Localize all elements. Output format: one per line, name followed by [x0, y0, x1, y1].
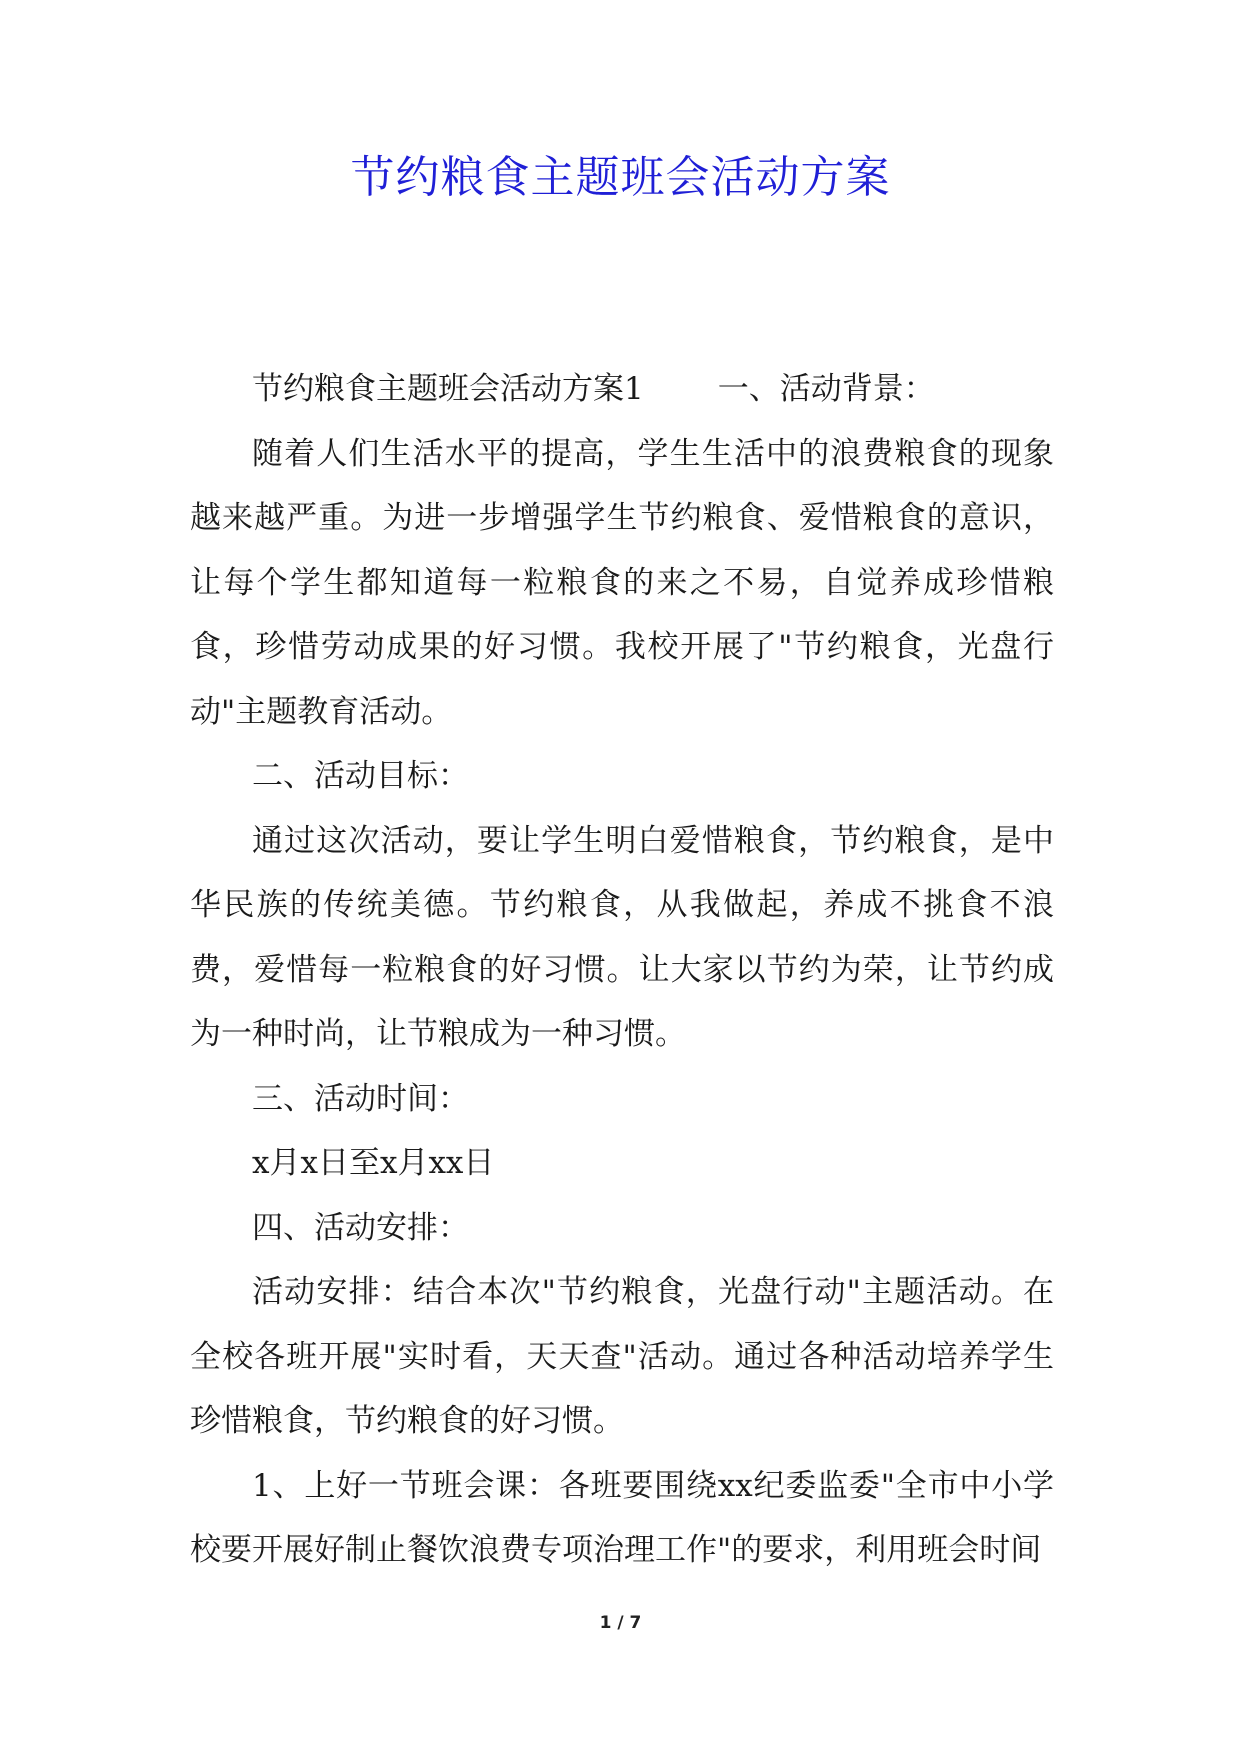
section-heading-goals: 二、活动目标：	[252, 758, 469, 794]
paragraph-first-line	[190, 357, 1054, 422]
document-body	[190, 357, 1054, 1583]
paragraph-background: 随着人们生活水平的提高，学生生活中的浪费粮食的现象越来越严重。为进一步增强学生节约粮食、爱惜粮食的意识，让每个学生都知道每一粒粮食的来之不易，自觉养成珍惜粮食，珍惜劳动成果的好习惯。我校开展了"节约粮食，光盘行动"主题教育活动。	[190, 435, 1054, 730]
paragraph-goals: 通过这次活动，要让学生明白爱惜粮食，节约粮食，是中华民族的传统美德。节约粮食，从我做起，养成不挑食不浪费，爱惜每一粒粮食的好习惯。让大家以节约为荣，让节约成为一种时尚，让节粮成为一种习惯。	[190, 822, 1054, 1052]
section-heading-background: 一、活动背景：	[717, 371, 935, 407]
section-heading-arrangement: 四、活动安排：	[252, 1209, 469, 1246]
page-number: 1 / 7	[599, 1613, 642, 1633]
paragraph-time: x月x日至x月xx日	[252, 1145, 495, 1181]
paragraph-arrangement: 活动安排：结合本次"节约粮食，光盘行动"主题活动。在全校各班开展"实时看，天天查"活动。通过各种活动培养学生珍惜粮食，节约粮食的好习惯。	[190, 1274, 1054, 1439]
section-heading-plan-1: 节约粮食主题班会活动方案1	[252, 371, 644, 407]
paragraph-class-meeting: 1、上好一节班会课：各班要围绕xx纪委监委"全市中小学校要开展好制止餐饮浪费专项治理工作"的要求，利用班会时间	[190, 1467, 1054, 1568]
document-title: 节约粮食主题班会活动方案	[350, 152, 891, 203]
section-heading-time: 三、活动时间：	[252, 1080, 469, 1117]
